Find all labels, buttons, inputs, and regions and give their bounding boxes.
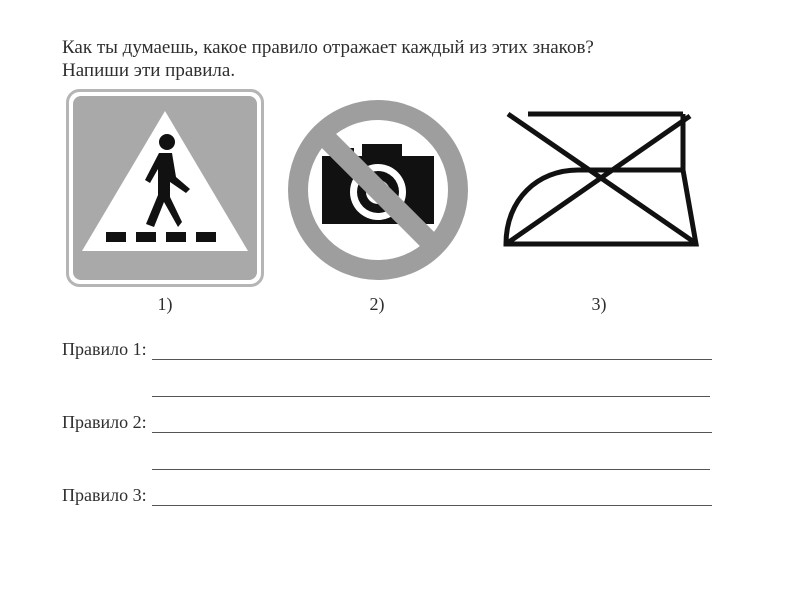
rule-2-answer-line[interactable] — [152, 432, 712, 433]
rule-1-label: Правило 1: — [62, 339, 147, 359]
do-not-iron-icon — [498, 104, 704, 254]
question-line-2: Напиши эти правила. — [62, 60, 236, 81]
rule-3-row[interactable] — [62, 484, 712, 508]
question-line-1: Как ты думаешь, какое правило отражает каждый из этих знаков? — [62, 37, 594, 58]
rule-1-answer-line[interactable] — [152, 359, 712, 360]
rule-1-row[interactable] — [62, 338, 712, 362]
rule-2-label: Правило 2: — [62, 412, 147, 432]
question-text — [62, 36, 762, 82]
rule-3-answer-line[interactable] — [152, 505, 712, 506]
rule-3-label: Правило 3: — [62, 485, 147, 505]
rule-1-answer-line-2[interactable] — [152, 396, 710, 397]
sign-caption-2: 2) — [369, 294, 385, 314]
rule-2-answer-line-2[interactable] — [152, 469, 710, 470]
rule-2-row[interactable] — [62, 411, 712, 435]
sign-caption-1: 1) — [157, 294, 173, 314]
no-photography-icon — [282, 94, 474, 286]
pedestrian-crossing-icon — [66, 89, 264, 287]
sign-caption-3: 3) — [591, 294, 607, 314]
